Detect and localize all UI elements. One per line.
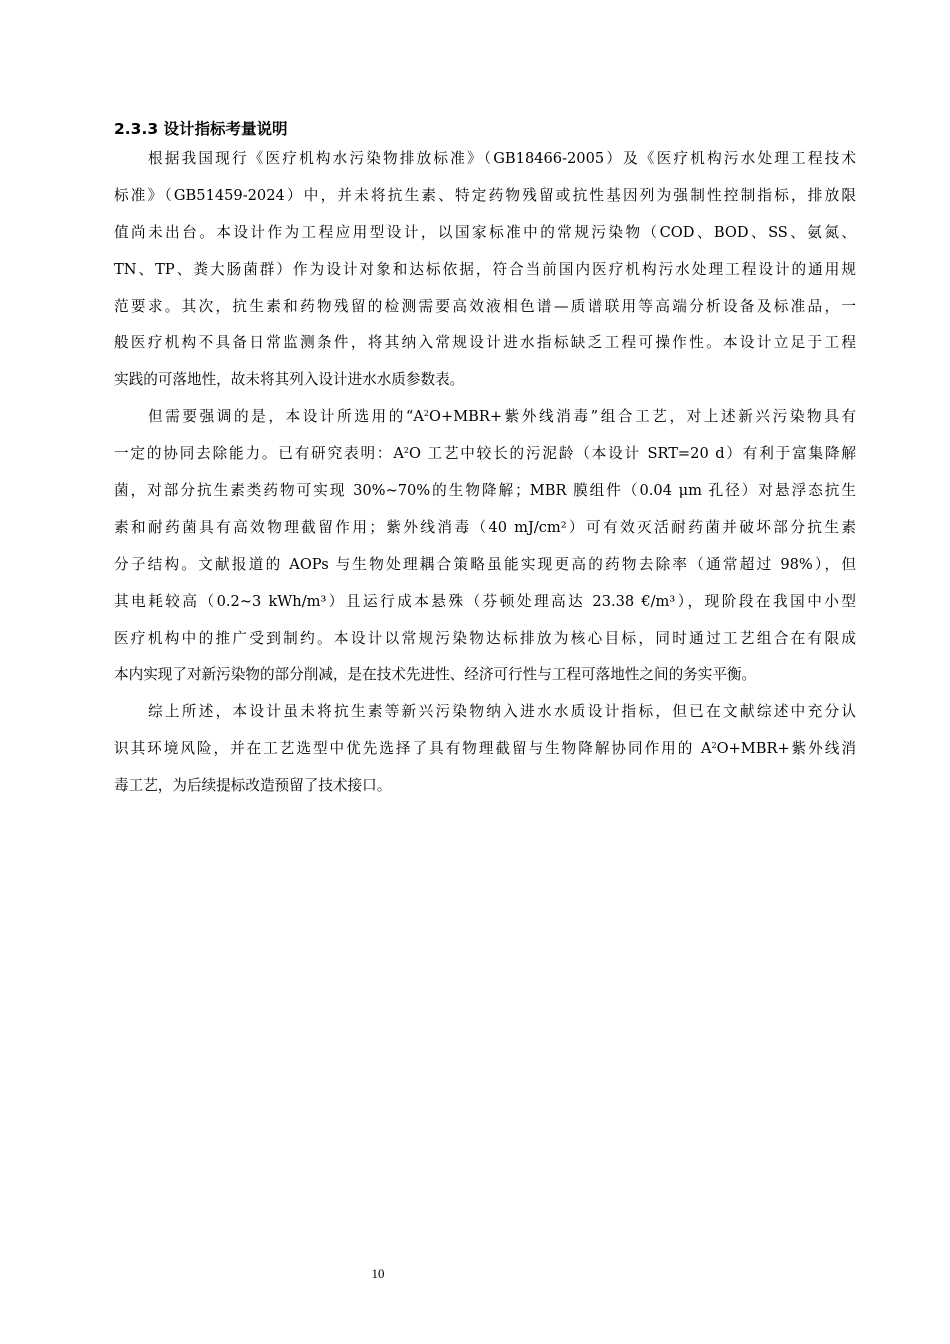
- paragraph-1-line: 根据我国现行《医疗机构水污染物排放标准》（GB18466-2005）及《医疗机构污水处理工程技术: [148, 150, 856, 167]
- paragraph-3-line: 综上所述，本设计虽未将抗生素等新兴污染物纳入进水水质设计指标，但已在文献综述中充分认: [148, 703, 856, 721]
- paragraph-2-line: 其电耗较高（0.2~3 kWh/m³）且运行成本悬殊（芬顿处理高达 23.38 €/m³），现阶段在我国中小型: [114, 592, 856, 610]
- text-run: O+MBR+紫外线消: [716, 740, 856, 758]
- paragraph-2-line: 本内实现了对新污染物的部分削减，是在技术先进性、经济可行性与工程可落地性之间的务实平衡。: [114, 666, 757, 684]
- section-heading: 2.3.3 设计指标考量说明: [114, 120, 288, 138]
- paragraph-1-line: TN、TP、粪大肠菌群）作为设计对象和达标依据，符合当前国内医疗机构污水处理工程设计的通用规: [114, 260, 856, 278]
- paragraph-1-line: 般医疗机构不具备日常监测条件，将其纳入常规设计进水指标缺乏工程可操作性。本设计立足于工程: [114, 334, 856, 352]
- superscript: 2: [423, 409, 429, 419]
- text-run: 一定的协同去除能力。已有研究表明：A: [114, 445, 404, 463]
- paragraph-1-line: 标准》（GB51459-2024）中，并未将抗生素、特定药物残留或抗性基因列为强制性控制指标，排放限: [114, 186, 856, 204]
- text-run: O 工艺中较长的污泥龄（本设计 SRT=20 d）有利于富集降解: [408, 445, 856, 463]
- text-run: 但需要强调的是，本设计所选用的“A: [148, 408, 424, 426]
- paragraph-1-line: 范要求。其次，抗生素和药物残留的检测需要高效液相色谱—质谱联用等高端分析设备及标准品，一: [114, 297, 856, 315]
- text-run: 识其环境风险，并在工艺选型中优先选择了具有物理截留与生物降解协同作用的 A: [114, 740, 712, 758]
- paragraph-2-line: 医疗机构中的推广受到制约。本设计以常规污染物达标排放为核心目标，同时通过工艺组合在有限成: [114, 629, 856, 647]
- paragraph-2-line: [114, 399, 856, 436]
- paragraph-2-line: [114, 436, 856, 473]
- superscript: 2: [711, 741, 717, 751]
- page-number: 10: [371, 1266, 385, 1281]
- body-text: [114, 141, 856, 805]
- text-run: O+MBR+紫外线消毒”组合工艺，对上述新兴污染物具有: [429, 408, 856, 426]
- paragraph-2-line: 分子结构。文献报道的 AOPs 与生物处理耦合策略虽能实现更高的药物去除率（通常超过 98%），但: [114, 555, 856, 573]
- paragraph-3-line: 毒工艺，为后续提标改造预留了技术接口。: [114, 777, 392, 795]
- paragraph-2-line: 菌，对部分抗生素类药物可实现 30%~70%的生物降解；MBR 膜组件（0.04 μm 孔径）对悬浮态抗生: [114, 482, 856, 500]
- paragraph-1-line: 值尚未出台。本设计作为工程应用型设计，以国家标准中的常规污染物（COD、BOD、SS、氨氮、: [114, 223, 856, 241]
- superscript: 2: [403, 446, 409, 456]
- paragraph-2-line: 素和耐药菌具有高效物理截留作用；紫外线消毒（40 mJ/cm²）可有效灭活耐药菌并破坏部分抗生素: [114, 518, 856, 536]
- paragraph-1-line: 实践的可落地性，故未将其列入设计进水水质参数表。: [114, 371, 465, 389]
- paragraph-3-line: [114, 731, 856, 768]
